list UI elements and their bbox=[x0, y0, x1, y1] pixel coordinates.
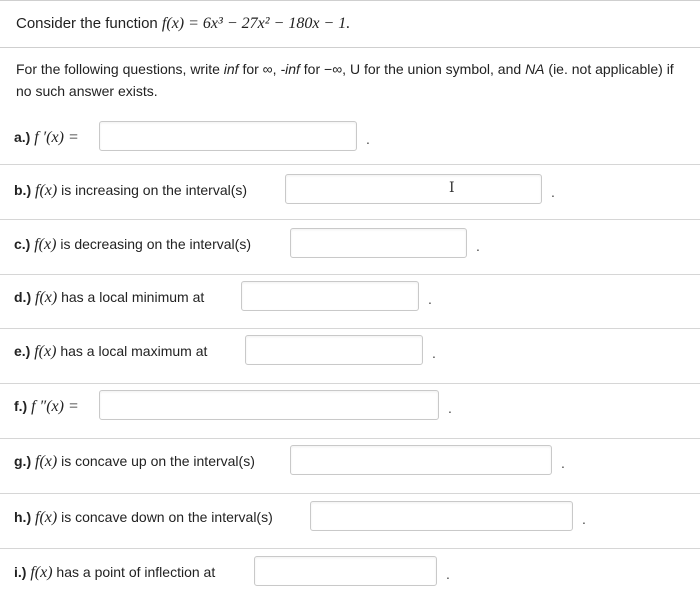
question-c-label: c.) f(x) is decreasing on the interval(s) bbox=[14, 236, 251, 253]
question-e-label: e.) f(x) has a local maximum at bbox=[14, 343, 208, 360]
problem-prefix: Consider the function bbox=[16, 15, 162, 32]
instructions-text-2: for ∞, bbox=[238, 61, 281, 77]
answer-d-input[interactable] bbox=[241, 281, 419, 311]
answer-i-input[interactable] bbox=[254, 556, 437, 586]
question-a-label: a.) f ′(x) = bbox=[14, 129, 79, 146]
na-keyword: NA bbox=[525, 61, 545, 77]
question-f-label: f.) f ″(x) = bbox=[14, 398, 79, 415]
inf-keyword: inf bbox=[223, 61, 239, 77]
instructions-text-1: For the following questions, write bbox=[16, 61, 224, 77]
question-d bbox=[0, 273, 700, 329]
question-g-label: g.) f(x) is concave up on the interval(s) bbox=[14, 453, 255, 470]
answer-b-input[interactable] bbox=[285, 174, 542, 204]
question-b-label: b.) f(x) is increasing on the interval(s) bbox=[14, 182, 248, 199]
question-e bbox=[0, 328, 700, 384]
answer-f-period: . bbox=[448, 400, 452, 416]
question-i-label: i.) f(x) has a point of inflection at bbox=[14, 564, 216, 581]
problem-header bbox=[0, 0, 700, 48]
answer-i-period: . bbox=[446, 566, 450, 582]
answer-b-period: . bbox=[551, 184, 555, 200]
question-f bbox=[0, 383, 700, 439]
question-d-label: d.) f(x) has a local minimum at bbox=[14, 289, 205, 306]
answer-c-period: . bbox=[476, 238, 480, 254]
question-i bbox=[0, 548, 700, 604]
answer-g-period: . bbox=[561, 455, 565, 471]
answer-g-input[interactable] bbox=[290, 445, 552, 475]
answer-e-period: . bbox=[432, 345, 436, 361]
answer-c-input[interactable] bbox=[290, 228, 467, 258]
problem-statement bbox=[16, 15, 350, 33]
answer-e-input[interactable] bbox=[245, 335, 423, 365]
question-g bbox=[0, 438, 700, 494]
instructions bbox=[16, 58, 686, 102]
answer-a-period: . bbox=[366, 131, 370, 147]
question-c bbox=[0, 219, 700, 275]
answer-f-input[interactable] bbox=[99, 390, 439, 420]
question-a bbox=[0, 109, 700, 165]
instructions-text-3: for −∞, U for the union symbol, and bbox=[299, 61, 526, 77]
text-cursor-icon: I bbox=[449, 180, 455, 196]
question-b bbox=[0, 164, 700, 220]
question-h-label: h.) f(x) is concave down on the interval(s) bbox=[14, 509, 273, 526]
neg-inf-keyword: -inf bbox=[280, 61, 300, 77]
answer-a-input[interactable] bbox=[99, 121, 357, 151]
answer-h-input[interactable] bbox=[310, 501, 573, 531]
answer-d-period: . bbox=[428, 291, 432, 307]
function-expression: f(x) = 6x³ − 27x² − 180x − 1. bbox=[161, 15, 351, 32]
instructions-text-4: (ie. not applicable) if no such answer exists. bbox=[16, 61, 674, 99]
answer-h-period: . bbox=[582, 511, 586, 527]
question-h bbox=[0, 493, 700, 549]
